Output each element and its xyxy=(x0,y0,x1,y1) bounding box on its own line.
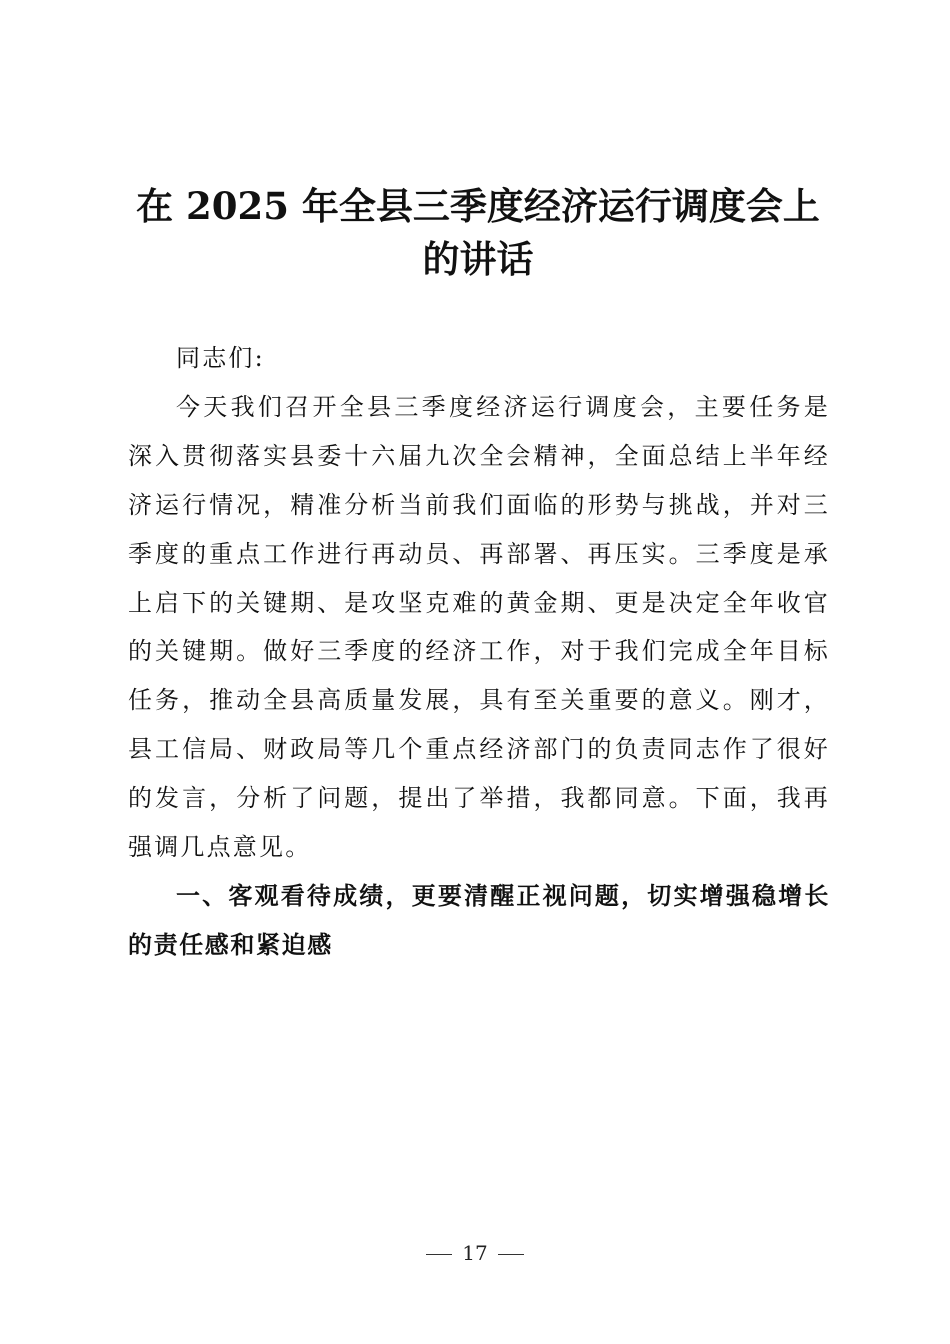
salutation: 同志们: xyxy=(176,344,265,372)
paragraph-intro: 今天我们召开全县三季度经济运行调度会，主要任务是深入贯彻落实县委十六届九次全会精神，全面总结上半年经济运行情况，精准分析当前我们面临的形势与挑战，并对三季度的重点工作进行再动员、再部署、再压实。三季度是承上启下的关键期、是攻坚克难的黄金期、更是决定全年收官的关键期。做好三季度的经济工作，对于我们完成全年目标任务，推动全县高质量发展，具有至关重要的意义。刚才，县工信局、财政局等几个重点经济部门的负责同志作了很好的发言，分析了问题，提出了举措，我都同意。下面，我再强调几点意见。 xyxy=(128,392,830,862)
document-title: 在 2025 年全县三季度经济运行调度会上的讲话 xyxy=(136,184,820,281)
section-heading-1: 一、客观看待成绩，更要清醒正视问题，切实增强稳增长的责任感和紧迫感 xyxy=(128,881,830,959)
document-body xyxy=(128,334,830,970)
page-number: 17 xyxy=(462,1241,488,1265)
page-footer xyxy=(0,1238,950,1268)
footer-dash-right xyxy=(498,1254,524,1255)
footer-dash-left xyxy=(426,1254,452,1255)
